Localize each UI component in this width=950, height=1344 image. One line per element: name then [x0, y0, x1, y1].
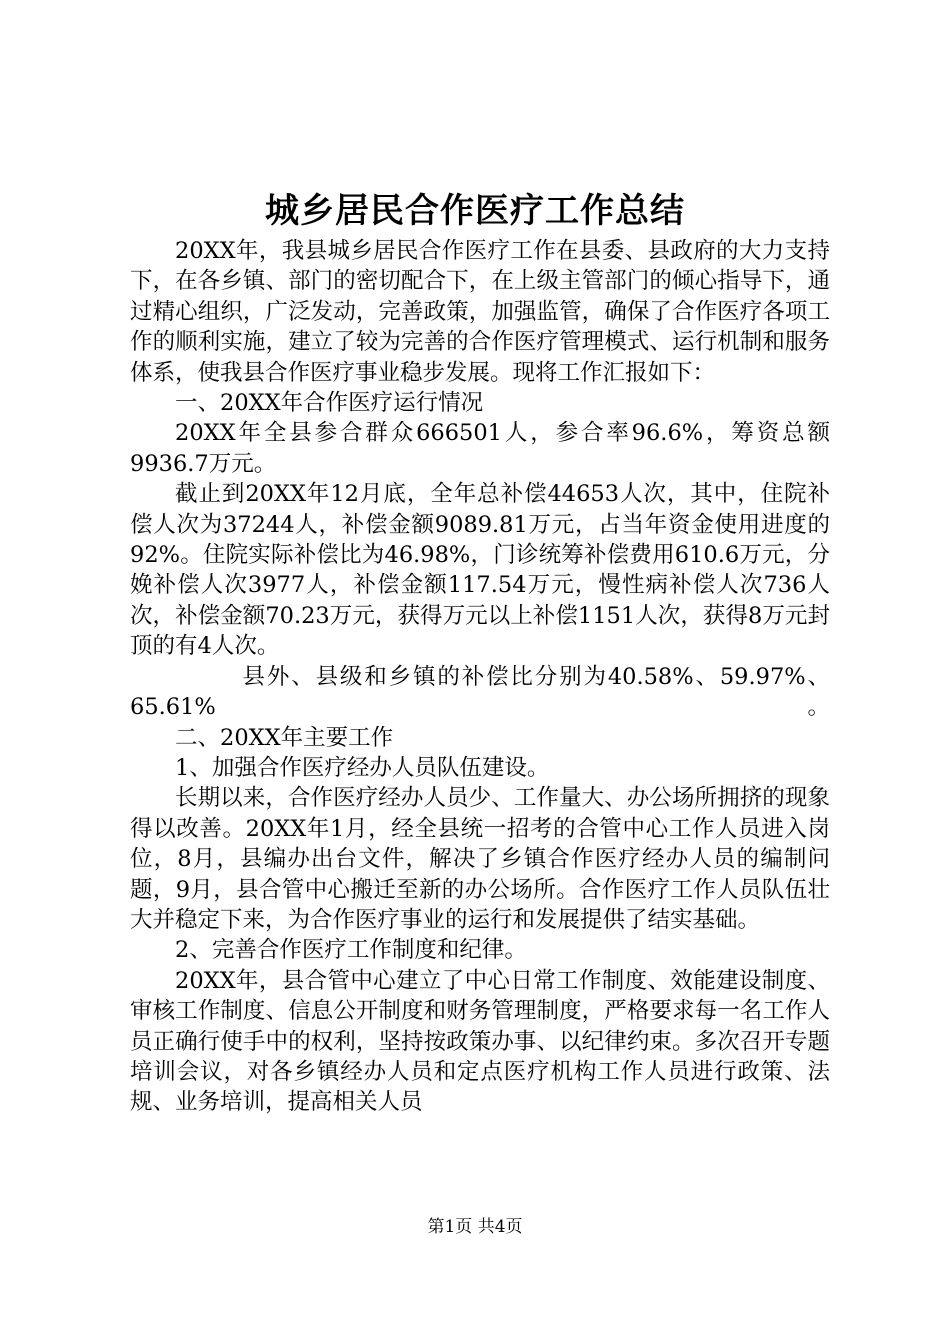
subheading-rules: 2、完善合作医疗工作制度和纪律。	[175, 937, 527, 964]
participation-paragraph: 20XX年全县参合群众666501人，参合率96.6%，筹资总额9936.7万元。	[130, 420, 830, 477]
page-footer: 第1页 共4页	[427, 1217, 523, 1237]
section-heading-main-work: 二、20XX年主要工作	[175, 724, 394, 751]
document-title: 城乡居民合作医疗工作总结	[265, 191, 685, 231]
intro-paragraph: 20XX年，我县城乡居民合作医疗工作在县委、县政府的大力支持下，在各乡镇、部门的密切配合下，在上级主管部门的倾心指导下，通过精心组织，广泛发动，完善政策，加强监管，确保了合作医疗各项工作的顺利实施，建立了较为完善的合作医疗管理模式、运行机制和服务体系，使我县合作医疗事业稳步发展。现将工作汇报如下：	[130, 238, 830, 386]
staff-paragraph: 长期以来，合作医疗经办人员少、工作量大、办公场所拥挤的现象得以改善。20XX年1月，经全县统一招考的合管中心工作人员进入岗位，8月，县编办出台文件，解决了乡镇合作医疗经办人员的编制问题，9月，县合管中心搬迁至新的办公场所。合作医疗工作人员队伍壮大并稳定下来，为合作医疗事业的运行和发展提供了结实基础。	[130, 785, 830, 933]
section-heading-operation: 一、20XX年合作医疗运行情况	[175, 390, 484, 417]
rules-paragraph: 20XX年，县合管中心建立了中心日常工作制度、效能建设制度、审核工作制度、信息公开制度和财务管理制度，严格要求每一名工作人员正确行使手中的权利，坚持按政策办事、以纪律约束。多次召开专题培训会议，对各乡镇经办人员和定点医疗机构工作人员进行政策、法规、业务培训，提高相关人员	[130, 967, 830, 1116]
compensation-paragraph: 截止到20XX年12月底，全年总补偿44653人次，其中，住院补偿人次为37244人，补偿金额9089.81万元，占当年资金使用进度的92%。住院实际补偿比为46.98%，门诊统筹补偿费用610.6万元，分娩补偿人次3977人，补偿金额117.54万元，慢性病补偿人次736人次，补偿金额70.23万元，获得万元以上补偿1151人次，获得8万元封顶的有4人次。	[130, 481, 830, 660]
document-body	[130, 236, 830, 1118]
compensation-ratio-paragraph: 县外、县级和乡镇的补偿比分别为40.58%、59.97%、65.61%。	[130, 663, 830, 721]
subheading-staff: 1、加强合作医疗经办人员队伍建设。	[175, 754, 550, 781]
